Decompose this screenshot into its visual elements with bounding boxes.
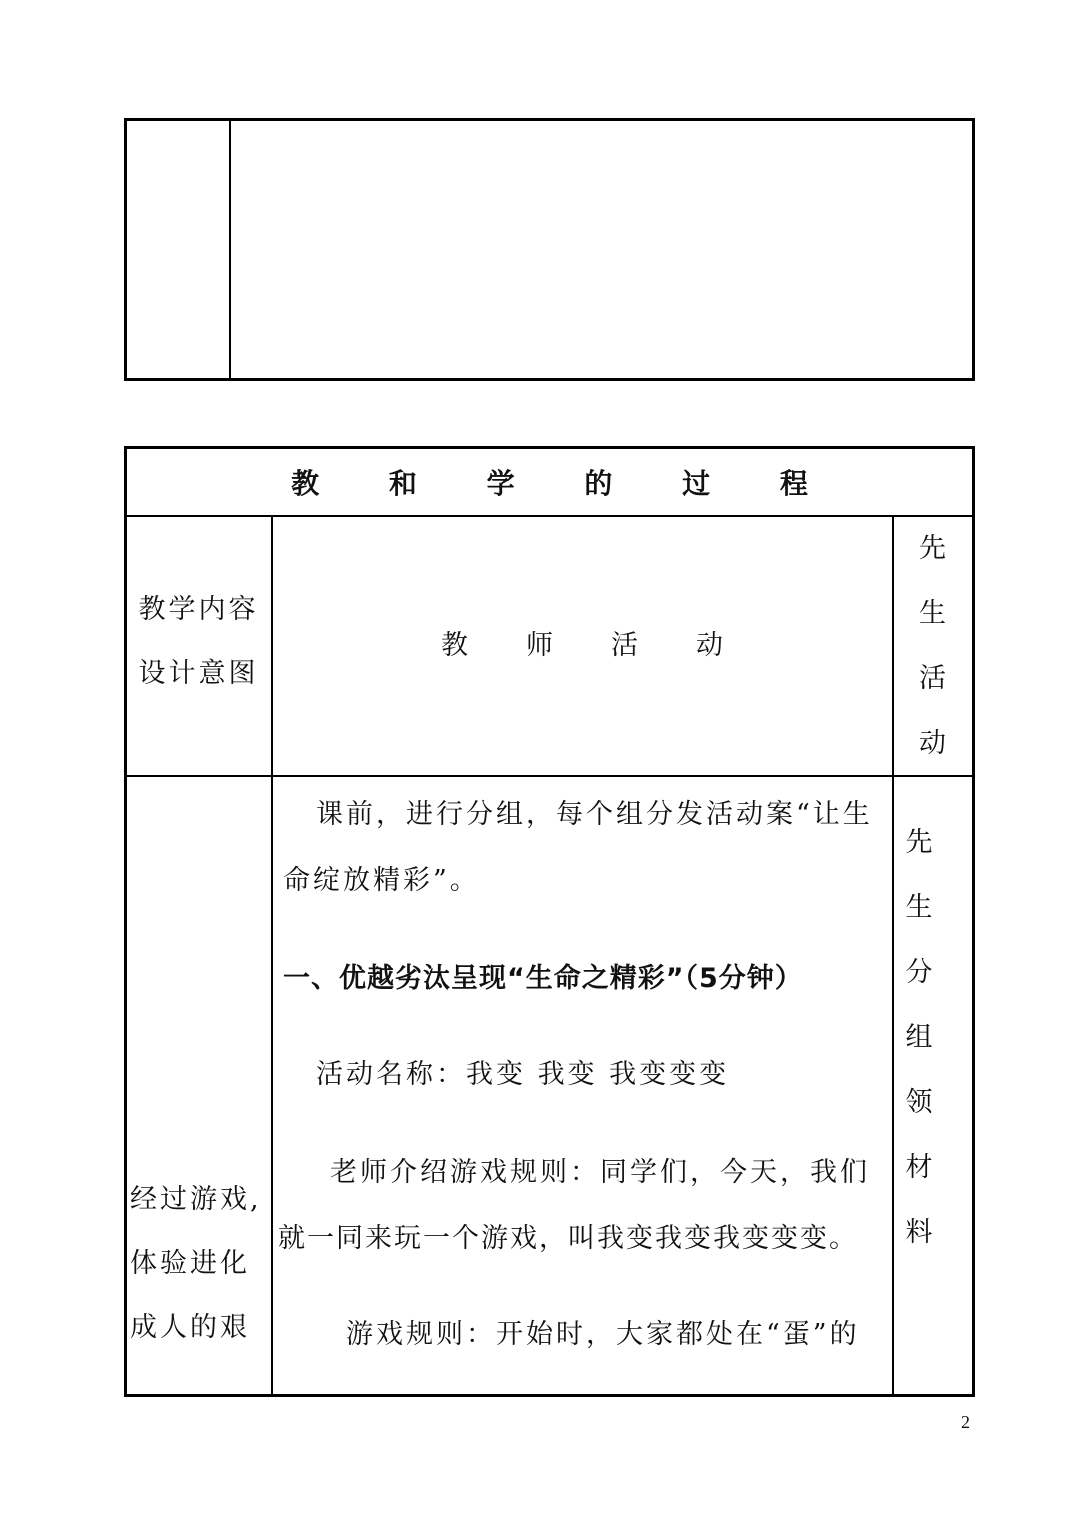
- top-table: [124, 118, 975, 381]
- intro-line-2: 命绽放精彩”。: [283, 865, 480, 896]
- header-student-char: 生: [919, 598, 946, 629]
- header-student-char: 活: [919, 663, 946, 694]
- student-activity-char: 材: [905, 1152, 933, 1183]
- design-intent-line: 体验进化: [130, 1248, 250, 1279]
- header-teacher-char: 师: [526, 630, 553, 661]
- top-table-divider: [229, 118, 231, 381]
- student-activity-char: 分: [905, 957, 933, 988]
- header-teacher-char: 教: [441, 630, 468, 661]
- rules-line-1: 老师介绍游戏规则：同学们，今天，我们: [330, 1157, 870, 1188]
- header-content-intent: [127, 578, 270, 706]
- design-intent-line: 成人的艰: [130, 1312, 250, 1343]
- intro-line-1: 课前，进行分组，每个组分发活动案“让生: [316, 799, 873, 830]
- activity-name: 活动名称：我变 我变 我变变变: [316, 1059, 730, 1090]
- header-teacher-char: 动: [696, 630, 723, 661]
- section-heading: 一、优越劣汰呈现“生命之精彩”（5分钟）: [283, 963, 803, 994]
- game-rules-line-1: 游戏规则：开始时，大家都处在“蛋”的: [346, 1319, 860, 1350]
- page-number: 2: [961, 1412, 970, 1432]
- design-intent-line: 经过游戏,: [130, 1184, 262, 1215]
- rules-line-2: 就一同来玩一个游戏，叫我变我变我变变变。: [278, 1223, 858, 1254]
- header-teacher-activity: [274, 616, 890, 676]
- header-student-char: 动: [919, 728, 946, 759]
- student-activity-char: 先: [905, 827, 933, 858]
- row-divider-title: [127, 515, 972, 517]
- header-intent-line: 设计意图: [138, 658, 259, 689]
- header-student-char: 先: [919, 533, 946, 564]
- table-title: 教 和 学 的 过 程: [291, 467, 838, 500]
- header-content-line: 教学内容: [138, 594, 259, 625]
- student-activity-cell: [893, 810, 945, 1265]
- student-activity-char: 料: [905, 1217, 933, 1248]
- student-activity-char: 领: [905, 1087, 933, 1118]
- header-teacher-char: 活: [611, 630, 638, 661]
- student-activity-char: 生: [905, 892, 933, 923]
- row-divider-header: [127, 775, 972, 777]
- design-intent-cell: [130, 1168, 272, 1360]
- student-activity-char: 组: [905, 1022, 933, 1053]
- header-student-activity: [893, 516, 972, 776]
